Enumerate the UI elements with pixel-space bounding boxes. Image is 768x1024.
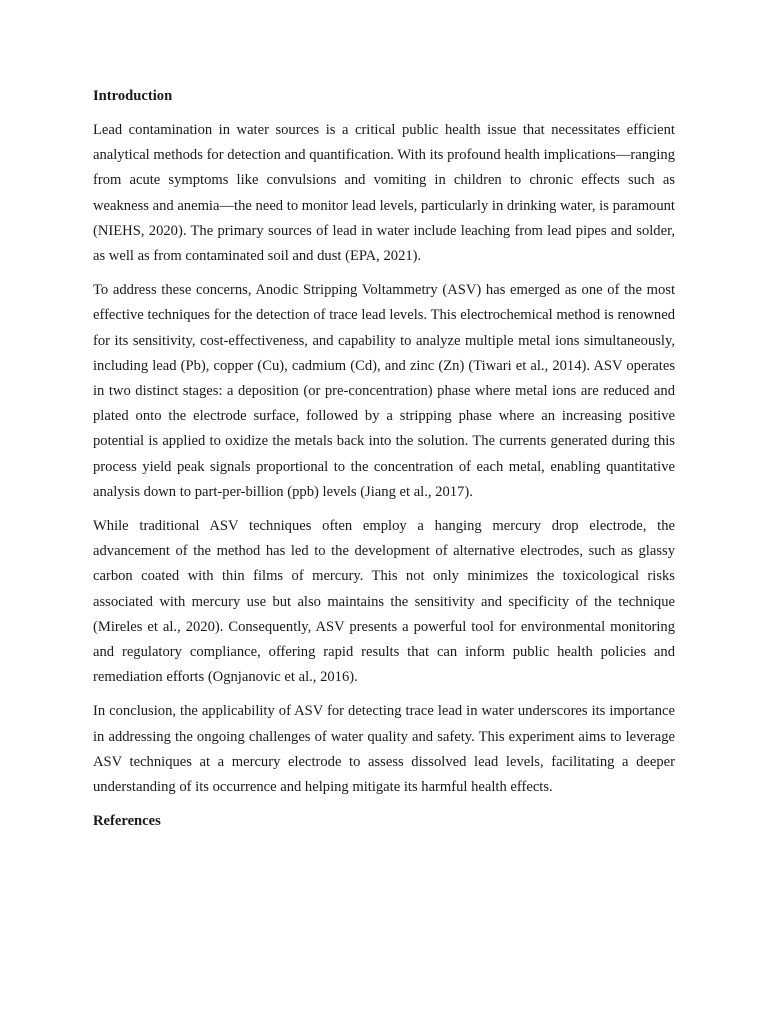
paragraph-lead-contamination: Lead contamination in water sources is a critical public health issue that necessitates efficient analytical methods for detection and quantification. With its profound health implications—ranging from acute symptoms like convulsions and vomiting in children to chronic effects such as weakness and anemia—the need to monitor lead levels, particularly in drinking water, is paramount (NIEHS, 2020). The primary sources of lead in water include leaching from lead pipes and solder, as well as from contaminated soil and dust (EPA, 2021).: [93, 122, 675, 265]
paragraph-asv-overview: To address these concerns, Anodic Stripping Voltammetry (ASV) has emerged as one of the most effective techniques for the detection of trace lead levels. This electrochemical method is renowned for its sensitivity, cost-effectiveness, and capability to analyze multiple metal ions simultaneously, including lead (Pb), copper (Cu), cadmium (Cd), and zinc (Zn) (Tiwari et al., 2014). ASV operates in two distinct stages: a deposition (or pre-concentration) phase where metal ions are reduced and plated onto the electrode surface, followed by a stripping phase where an increasing positive potential is applied to oxidize the metals back into the solution. The currents generated during this process yield peak signals proportional to the concentration of each metal, enabling quantitative analysis down to part-per-billion (ppb) levels (Jiang et al., 2017).: [93, 282, 675, 500]
document-page: [93, 84, 675, 834]
introduction-heading: Introduction: [93, 88, 173, 104]
references-heading: References: [93, 813, 161, 830]
paragraph-conclusion: In conclusion, the applicability of ASV for detecting trace lead in water underscores its importance in addressing the ongoing challenges of water quality and safety. This experiment aims to leverage ASV techniques at a mercury electrode to assess dissolved lead levels, facilitating a deeper understanding of its occurrence and helping mitigate its harmful health effects.: [93, 703, 675, 796]
paragraph-electrodes: While traditional ASV techniques often employ a hanging mercury drop electrode, the advancement of the method has led to the development of alternative electrodes, such as glassy carbon coated with thin films of mercury. This not only minimizes the toxicological risks associated with mercury use but also maintains the sensitivity and specificity of the technique (Mireles et al., 2020). Consequently, ASV presents a powerful tool for environmental monitoring and regulatory compliance, offering rapid results that can inform public health policies and remediation efforts (Ognjanovic et al., 2016).: [93, 518, 675, 686]
